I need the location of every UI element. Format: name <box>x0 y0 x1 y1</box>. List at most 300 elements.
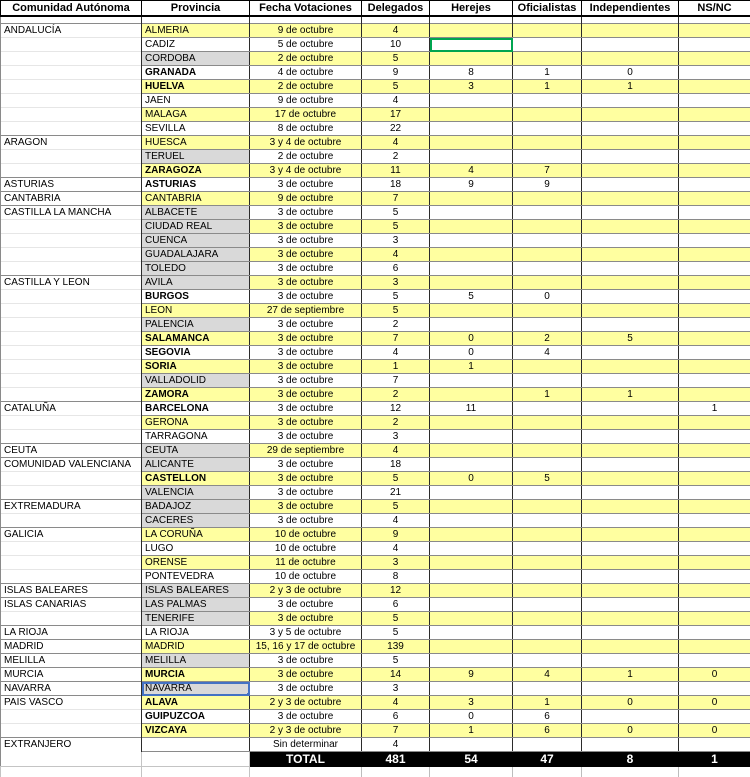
cell-date[interactable]: 3 de octubre <box>250 262 362 276</box>
cell-community[interactable] <box>1 318 142 332</box>
cell-community[interactable] <box>1 472 142 486</box>
cell-herejes[interactable] <box>430 654 513 668</box>
cell-date[interactable]: Sin determinar <box>250 738 362 752</box>
cell-nsnc[interactable] <box>679 472 750 486</box>
cell-delegados[interactable]: 7 <box>362 724 430 738</box>
cell-community[interactable] <box>1 234 142 248</box>
total-nsnc[interactable]: 1 <box>679 752 750 767</box>
cell-herejes[interactable]: 4 <box>430 164 513 178</box>
cell-delegados[interactable]: 3 <box>362 234 430 248</box>
cell-delegados[interactable]: 2 <box>362 150 430 164</box>
cell-community[interactable] <box>1 710 142 724</box>
cell-herejes[interactable] <box>430 24 513 38</box>
cell-delegados[interactable]: 4 <box>362 346 430 360</box>
cell-province[interactable]: BARCELONA <box>142 402 250 416</box>
cell-community[interactable]: GALICIA <box>1 528 142 542</box>
cell-oficialistas[interactable] <box>513 514 582 528</box>
cell-province[interactable]: ALMERIA <box>142 24 250 38</box>
cell-herejes[interactable] <box>430 682 513 696</box>
cell-province[interactable]: MURCIA <box>142 668 250 682</box>
cell-province[interactable]: LA CORUÑA <box>142 528 250 542</box>
cell-delegados[interactable]: 3 <box>362 556 430 570</box>
cell-community[interactable]: EXTREMADURA <box>1 500 142 514</box>
cell-nsnc[interactable] <box>679 136 750 150</box>
cell-date[interactable]: 3 de octubre <box>250 206 362 220</box>
cell-delegados[interactable]: 3 <box>362 276 430 290</box>
cell-oficialistas[interactable] <box>513 52 582 66</box>
cell-delegados[interactable]: 7 <box>362 192 430 206</box>
cell-oficialistas[interactable] <box>513 444 582 458</box>
cell-date[interactable]: 17 de octubre <box>250 108 362 122</box>
cell-herejes[interactable]: 3 <box>430 696 513 710</box>
cell-date[interactable]: 5 de octubre <box>250 38 362 52</box>
cell-herejes[interactable] <box>430 388 513 402</box>
total-oficialistas[interactable]: 47 <box>513 752 582 767</box>
cell-community[interactable]: CATALUÑA <box>1 402 142 416</box>
cell-date[interactable]: 8 de octubre <box>250 122 362 136</box>
cell-date[interactable]: 2 de octubre <box>250 52 362 66</box>
cell-independientes[interactable] <box>582 710 679 724</box>
cell-oficialistas[interactable]: 2 <box>513 332 582 346</box>
cell-nsnc[interactable]: 0 <box>679 668 750 682</box>
cell-oficialistas[interactable] <box>513 360 582 374</box>
cell-herejes[interactable]: 9 <box>430 178 513 192</box>
cell-date[interactable]: 3 de octubre <box>250 654 362 668</box>
cell-nsnc[interactable] <box>679 388 750 402</box>
cell-date[interactable]: 3 de octubre <box>250 612 362 626</box>
cell-delegados[interactable]: 17 <box>362 108 430 122</box>
cell-oficialistas[interactable] <box>513 38 582 52</box>
total-community-blank[interactable] <box>1 752 142 767</box>
cell-nsnc[interactable] <box>679 598 750 612</box>
column-header-independientes[interactable]: Independientes <box>582 1 679 17</box>
cell-province[interactable]: CUENCA <box>142 234 250 248</box>
cell-independientes[interactable] <box>582 556 679 570</box>
cell-delegados[interactable]: 14 <box>362 668 430 682</box>
cell-delegados[interactable]: 22 <box>362 122 430 136</box>
cell-oficialistas[interactable]: 6 <box>513 710 582 724</box>
cell-independientes[interactable] <box>582 276 679 290</box>
cell-independientes[interactable]: 5 <box>582 332 679 346</box>
cell-nsnc[interactable] <box>679 80 750 94</box>
cell-province[interactable]: HUESCA <box>142 136 250 150</box>
cell-independientes[interactable] <box>582 416 679 430</box>
cell-delegados[interactable]: 5 <box>362 472 430 486</box>
cell-oficialistas[interactable] <box>513 276 582 290</box>
cell-province[interactable]: SEGOVIA <box>142 346 250 360</box>
cell-date[interactable]: 3 y 4 de octubre <box>250 164 362 178</box>
cell-delegados[interactable]: 12 <box>362 402 430 416</box>
cell-community[interactable] <box>1 332 142 346</box>
selected-cell-herejes[interactable] <box>430 38 513 52</box>
cell-herejes[interactable] <box>430 248 513 262</box>
cell-delegados[interactable]: 2 <box>362 388 430 402</box>
total-delegados[interactable]: 481 <box>362 752 430 767</box>
cell-date[interactable]: 3 de octubre <box>250 416 362 430</box>
cell-independientes[interactable] <box>582 640 679 654</box>
cell-province[interactable]: GERONA <box>142 416 250 430</box>
cell-community[interactable]: NAVARRA <box>1 682 142 696</box>
cell-nsnc[interactable] <box>679 206 750 220</box>
cell-oficialistas[interactable]: 5 <box>513 472 582 486</box>
cell-province[interactable]: LA RIOJA <box>142 626 250 640</box>
cell-herejes[interactable] <box>430 122 513 136</box>
cell-oficialistas[interactable] <box>513 108 582 122</box>
cell-date[interactable]: 2 de octubre <box>250 150 362 164</box>
spacer-cell[interactable] <box>513 16 582 24</box>
total-province-blank[interactable] <box>142 752 250 767</box>
cell-province[interactable]: TOLEDO <box>142 262 250 276</box>
cell-community[interactable]: PAIS VASCO <box>1 696 142 710</box>
cell-province[interactable]: TENERIFE <box>142 612 250 626</box>
cell-community[interactable]: ASTURIAS <box>1 178 142 192</box>
cell-province[interactable]: VIZCAYA <box>142 724 250 738</box>
cell-date[interactable]: 3 de octubre <box>250 500 362 514</box>
cell-oficialistas[interactable] <box>513 220 582 234</box>
cell-oficialistas[interactable] <box>513 402 582 416</box>
cell-province[interactable]: ISLAS BALEARES <box>142 584 250 598</box>
cell-nsnc[interactable] <box>679 38 750 52</box>
cell-nsnc[interactable] <box>679 500 750 514</box>
cell-herejes[interactable]: 5 <box>430 290 513 304</box>
cell-oficialistas[interactable] <box>513 542 582 556</box>
cell-delegados[interactable]: 7 <box>362 332 430 346</box>
cell-nsnc[interactable] <box>679 24 750 38</box>
cell-oficialistas[interactable] <box>513 654 582 668</box>
cell-oficialistas[interactable] <box>513 458 582 472</box>
total-herejes[interactable]: 54 <box>430 752 513 767</box>
cell-nsnc[interactable] <box>679 612 750 626</box>
cell-herejes[interactable]: 3 <box>430 80 513 94</box>
cell-independientes[interactable] <box>582 108 679 122</box>
cell-herejes[interactable]: 8 <box>430 66 513 80</box>
cell-independientes[interactable]: 1 <box>582 668 679 682</box>
cell-delegados[interactable]: 4 <box>362 24 430 38</box>
cell-independientes[interactable] <box>582 500 679 514</box>
cell-independientes[interactable] <box>582 584 679 598</box>
total-independientes[interactable]: 8 <box>582 752 679 767</box>
cell-date[interactable]: 3 de octubre <box>250 402 362 416</box>
cell-delegados[interactable]: 2 <box>362 416 430 430</box>
cell-herejes[interactable] <box>430 458 513 472</box>
cell-date[interactable]: 10 de octubre <box>250 528 362 542</box>
cell-herejes[interactable] <box>430 584 513 598</box>
cell-delegados[interactable]: 8 <box>362 570 430 584</box>
cell-date[interactable]: 9 de octubre <box>250 94 362 108</box>
cell-oficialistas[interactable] <box>513 122 582 136</box>
cell-independientes[interactable]: 0 <box>582 66 679 80</box>
cell-date[interactable]: 9 de octubre <box>250 192 362 206</box>
cell-herejes[interactable]: 0 <box>430 472 513 486</box>
cell-independientes[interactable] <box>582 360 679 374</box>
cell-delegados[interactable]: 5 <box>362 626 430 640</box>
cell-community[interactable]: CASTILLA LA MANCHA <box>1 206 142 220</box>
cell-delegados[interactable]: 4 <box>362 94 430 108</box>
spacer-cell[interactable] <box>142 16 250 24</box>
cell-delegados[interactable]: 9 <box>362 528 430 542</box>
cell-community[interactable] <box>1 542 142 556</box>
cell-independientes[interactable] <box>582 654 679 668</box>
cell-delegados[interactable]: 10 <box>362 38 430 52</box>
cell-oficialistas[interactable]: 4 <box>513 668 582 682</box>
cell-herejes[interactable]: 0 <box>430 332 513 346</box>
spacer-cell[interactable] <box>1 16 142 24</box>
cell-herejes[interactable] <box>430 430 513 444</box>
cell-date[interactable]: 10 de octubre <box>250 570 362 584</box>
cell-delegados[interactable]: 5 <box>362 612 430 626</box>
cell-province[interactable]: VALLADOLID <box>142 374 250 388</box>
cell-delegados[interactable]: 4 <box>362 444 430 458</box>
cell-independientes[interactable] <box>582 402 679 416</box>
cell-community[interactable] <box>1 570 142 584</box>
cell-oficialistas[interactable] <box>513 682 582 696</box>
cell-herejes[interactable] <box>430 542 513 556</box>
cell-community[interactable]: CASTILLA Y LEON <box>1 276 142 290</box>
cell-oficialistas[interactable]: 1 <box>513 388 582 402</box>
cell-independientes[interactable] <box>582 206 679 220</box>
cell-herejes[interactable] <box>430 108 513 122</box>
cell-community[interactable]: CANTABRIA <box>1 192 142 206</box>
cell-province[interactable]: ALICANTE <box>142 458 250 472</box>
cell-community[interactable] <box>1 122 142 136</box>
cell-province[interactable]: LAS PALMAS <box>142 598 250 612</box>
cell-independientes[interactable] <box>582 570 679 584</box>
cell-herejes[interactable] <box>430 640 513 654</box>
cell-delegados[interactable]: 3 <box>362 430 430 444</box>
cell-province[interactable]: BURGOS <box>142 290 250 304</box>
cell-community[interactable]: EXTRANJERO <box>1 738 142 752</box>
cell-herejes[interactable] <box>430 738 513 752</box>
cell-community[interactable]: MELILLA <box>1 654 142 668</box>
cell-province[interactable]: CACERES <box>142 514 250 528</box>
cell-community[interactable] <box>1 38 142 52</box>
empty-cell[interactable] <box>250 767 362 777</box>
cell-nsnc[interactable] <box>679 304 750 318</box>
cell-nsnc[interactable] <box>679 164 750 178</box>
cell-province[interactable]: CASTELLON <box>142 472 250 486</box>
empty-cell[interactable] <box>1 767 142 777</box>
cell-oficialistas[interactable] <box>513 584 582 598</box>
cell-oficialistas[interactable] <box>513 738 582 752</box>
cell-independientes[interactable] <box>582 528 679 542</box>
cell-delegados[interactable]: 4 <box>362 738 430 752</box>
cell-date[interactable]: 15, 16 y 17 de octubre <box>250 640 362 654</box>
cell-delegados[interactable]: 1 <box>362 360 430 374</box>
cell-oficialistas[interactable] <box>513 500 582 514</box>
cell-independientes[interactable] <box>582 234 679 248</box>
cell-date[interactable]: 2 y 3 de octubre <box>250 696 362 710</box>
cell-herejes[interactable] <box>430 94 513 108</box>
cell-community[interactable] <box>1 150 142 164</box>
cell-date[interactable]: 3 de octubre <box>250 668 362 682</box>
cell-nsnc[interactable] <box>679 542 750 556</box>
cell-date[interactable]: 4 de octubre <box>250 66 362 80</box>
cell-oficialistas[interactable] <box>513 24 582 38</box>
cell-delegados[interactable]: 9 <box>362 66 430 80</box>
cell-oficialistas[interactable]: 0 <box>513 290 582 304</box>
cell-independientes[interactable] <box>582 612 679 626</box>
cell-herejes[interactable] <box>430 612 513 626</box>
cell-date[interactable]: 3 de octubre <box>250 682 362 696</box>
cell-community[interactable] <box>1 94 142 108</box>
cell-independientes[interactable] <box>582 598 679 612</box>
cell-herejes[interactable] <box>430 150 513 164</box>
cell-nsnc[interactable] <box>679 332 750 346</box>
cell-independientes[interactable] <box>582 94 679 108</box>
cell-independientes[interactable]: 1 <box>582 388 679 402</box>
cell-delegados[interactable]: 12 <box>362 584 430 598</box>
cell-herejes[interactable]: 1 <box>430 724 513 738</box>
cell-date[interactable]: 3 y 4 de octubre <box>250 136 362 150</box>
cell-independientes[interactable] <box>582 38 679 52</box>
cell-herejes[interactable] <box>430 500 513 514</box>
cell-community[interactable] <box>1 612 142 626</box>
cell-community[interactable]: ARAGON <box>1 136 142 150</box>
column-header-oficialistas[interactable]: Oficialistas <box>513 1 582 17</box>
cell-delegados[interactable]: 18 <box>362 178 430 192</box>
cell-oficialistas[interactable] <box>513 612 582 626</box>
cell-community[interactable] <box>1 220 142 234</box>
cell-date[interactable]: 11 de octubre <box>250 556 362 570</box>
cell-nsnc[interactable] <box>679 514 750 528</box>
cell-delegados[interactable]: 5 <box>362 290 430 304</box>
total-label[interactable]: TOTAL <box>250 752 362 767</box>
cell-province[interactable]: ALBACETE <box>142 206 250 220</box>
cell-nsnc[interactable] <box>679 584 750 598</box>
cell-date[interactable]: 3 de octubre <box>250 598 362 612</box>
spacer-cell[interactable] <box>362 16 430 24</box>
cell-community[interactable] <box>1 108 142 122</box>
cell-herejes[interactable]: 0 <box>430 710 513 724</box>
cell-province[interactable]: CORDOBA <box>142 52 250 66</box>
cell-nsnc[interactable] <box>679 486 750 500</box>
cell-nsnc[interactable] <box>679 178 750 192</box>
cell-herejes[interactable] <box>430 234 513 248</box>
cell-oficialistas[interactable]: 7 <box>513 164 582 178</box>
cell-independientes[interactable] <box>582 192 679 206</box>
cell-community[interactable] <box>1 290 142 304</box>
cell-community[interactable] <box>1 360 142 374</box>
cell-nsnc[interactable] <box>679 94 750 108</box>
cell-independientes[interactable] <box>582 626 679 640</box>
cell-province[interactable]: GUADALAJARA <box>142 248 250 262</box>
cell-province[interactable] <box>142 738 250 752</box>
cell-herejes[interactable] <box>430 374 513 388</box>
cell-community[interactable] <box>1 514 142 528</box>
cell-delegados[interactable]: 3 <box>362 682 430 696</box>
cell-delegados[interactable]: 6 <box>362 710 430 724</box>
cell-independientes[interactable] <box>582 458 679 472</box>
cell-independientes[interactable] <box>582 122 679 136</box>
cell-oficialistas[interactable] <box>513 150 582 164</box>
cell-province[interactable]: CADIZ <box>142 38 250 52</box>
cell-herejes[interactable] <box>430 416 513 430</box>
cell-nsnc[interactable] <box>679 220 750 234</box>
cell-herejes[interactable] <box>430 192 513 206</box>
cell-community[interactable]: MURCIA <box>1 668 142 682</box>
cell-date[interactable]: 3 de octubre <box>250 514 362 528</box>
column-header-nsnc[interactable]: NS/NC <box>679 1 750 17</box>
column-header-community[interactable]: Comunidad Autónoma <box>1 1 142 17</box>
cell-independientes[interactable] <box>582 542 679 556</box>
cell-community[interactable] <box>1 416 142 430</box>
cell-delegados[interactable]: 4 <box>362 136 430 150</box>
cell-delegados[interactable]: 2 <box>362 318 430 332</box>
cell-province[interactable]: BADAJOZ <box>142 500 250 514</box>
cell-community[interactable]: ISLAS BALEARES <box>1 584 142 598</box>
cell-delegados[interactable]: 5 <box>362 654 430 668</box>
cell-oficialistas[interactable] <box>513 374 582 388</box>
cell-province[interactable]: HUELVA <box>142 80 250 94</box>
cell-oficialistas[interactable] <box>513 570 582 584</box>
cell-date[interactable]: 2 y 3 de octubre <box>250 584 362 598</box>
cell-community[interactable]: LA RIOJA <box>1 626 142 640</box>
cell-independientes[interactable] <box>582 178 679 192</box>
cell-delegados[interactable]: 4 <box>362 542 430 556</box>
cell-province[interactable]: SALAMANCA <box>142 332 250 346</box>
cell-oficialistas[interactable]: 4 <box>513 346 582 360</box>
cell-community[interactable] <box>1 52 142 66</box>
cell-province[interactable]: AVILA <box>142 276 250 290</box>
cell-date[interactable]: 3 de octubre <box>250 374 362 388</box>
cell-delegados[interactable]: 139 <box>362 640 430 654</box>
cell-nsnc[interactable] <box>679 346 750 360</box>
cell-independientes[interactable] <box>582 472 679 486</box>
cell-nsnc[interactable] <box>679 374 750 388</box>
spacer-cell[interactable] <box>250 16 362 24</box>
cell-community[interactable] <box>1 164 142 178</box>
cell-delegados[interactable]: 18 <box>362 458 430 472</box>
cell-herejes[interactable] <box>430 206 513 220</box>
cell-nsnc[interactable] <box>679 528 750 542</box>
cell-herejes[interactable] <box>430 514 513 528</box>
cell-nsnc[interactable] <box>679 640 750 654</box>
spacer-cell[interactable] <box>582 16 679 24</box>
cell-nsnc[interactable] <box>679 122 750 136</box>
cell-oficialistas[interactable] <box>513 234 582 248</box>
column-header-date[interactable]: Fecha Votaciones <box>250 1 362 17</box>
empty-cell[interactable] <box>142 767 250 777</box>
cell-community[interactable] <box>1 66 142 80</box>
spacer-cell[interactable] <box>430 16 513 24</box>
column-header-herejes[interactable]: Herejes <box>430 1 513 17</box>
cell-community[interactable]: ISLAS CANARIAS <box>1 598 142 612</box>
cell-delegados[interactable]: 4 <box>362 248 430 262</box>
cell-date[interactable]: 3 y 5 de octubre <box>250 626 362 640</box>
cell-nsnc[interactable]: 0 <box>679 696 750 710</box>
cell-nsnc[interactable] <box>679 318 750 332</box>
cell-province[interactable]: CIUDAD REAL <box>142 220 250 234</box>
cell-oficialistas[interactable] <box>513 430 582 444</box>
cell-independientes[interactable] <box>582 262 679 276</box>
column-header-delegados[interactable]: Delegados <box>362 1 430 17</box>
empty-cell[interactable] <box>513 767 582 777</box>
cell-delegados[interactable]: 5 <box>362 500 430 514</box>
cell-nsnc[interactable] <box>679 430 750 444</box>
cell-oficialistas[interactable] <box>513 262 582 276</box>
cell-province[interactable]: CEUTA <box>142 444 250 458</box>
cell-delegados[interactable]: 5 <box>362 304 430 318</box>
cell-oficialistas[interactable] <box>513 626 582 640</box>
cell-nsnc[interactable] <box>679 710 750 724</box>
cell-nsnc[interactable] <box>679 654 750 668</box>
cell-nsnc[interactable] <box>679 626 750 640</box>
selected-cell-province[interactable]: NAVARRA <box>142 682 250 696</box>
cell-date[interactable]: 9 de octubre <box>250 24 362 38</box>
cell-independientes[interactable] <box>582 164 679 178</box>
cell-nsnc[interactable] <box>679 192 750 206</box>
cell-independientes[interactable]: 0 <box>582 696 679 710</box>
